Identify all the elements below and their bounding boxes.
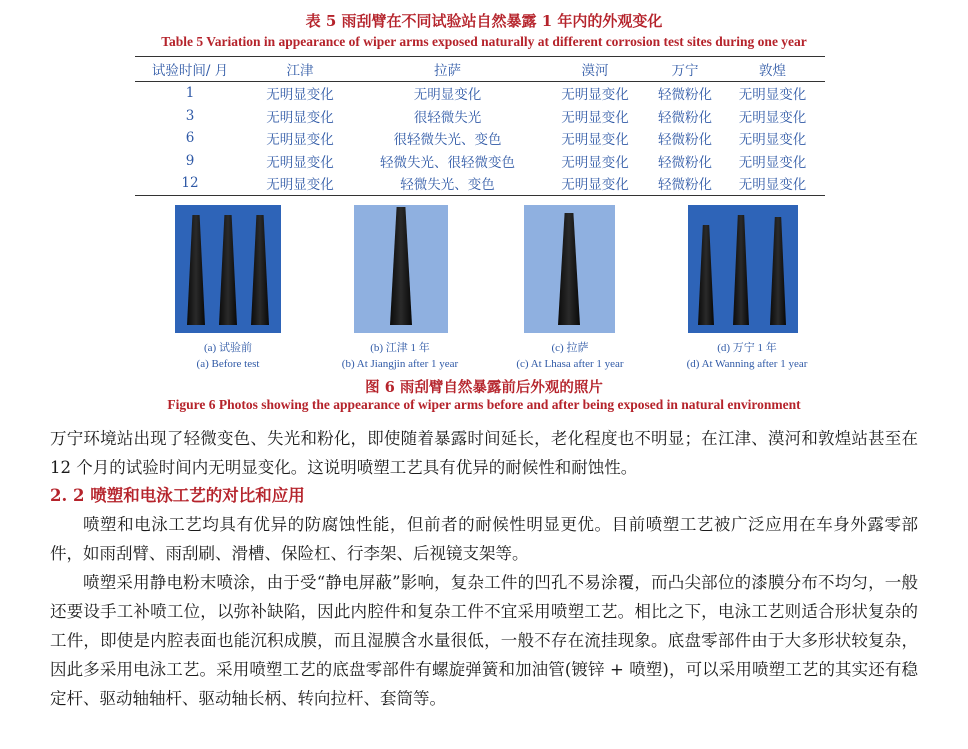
header-cell: 敦煌 (720, 57, 825, 82)
table-cell: 很轻微失光、变色 (393, 132, 502, 149)
caption-d-en: (d) At Wanning after 1 year (686, 358, 808, 370)
header-cell: 万宁 (650, 57, 720, 82)
table-cell: 无明显变化 (266, 109, 334, 126)
table-cell: 6 (185, 130, 195, 147)
paragraph-2: 喷塑和电泳工艺均具有优异的防腐蚀性能，但前者的耐候性明显更优。目前喷塑工艺被广泛应用在车身外露零部件，如雨刮臂、雨刮刷、滑槽、保险杠、行李架、后视镜支架等。 (50, 515, 918, 563)
photo-wanning (688, 205, 798, 333)
table-cell: 无明显变化 (540, 172, 650, 195)
table-cell: 轻微粉化 (658, 132, 712, 149)
header-cell: 拉萨 (355, 57, 540, 82)
table-cell: 无明显变化 (738, 132, 807, 149)
table-cell: 无明显变化 (413, 87, 482, 104)
table-cell: 无明显变化 (266, 87, 334, 104)
table-title-english: Table 5 Variation in appearance of wiper arms exposed naturally at different corrosion test sites during one year (161, 34, 807, 49)
photo-jiangjin (354, 205, 448, 333)
caption-c-cn: (c) 拉萨 (551, 342, 589, 354)
table-cell: 轻微粉化 (650, 172, 720, 195)
table-cell: 3 (185, 107, 195, 124)
table-cell: 轻微粉化 (658, 109, 712, 126)
table-cell: 9 (185, 152, 195, 169)
paragraph-3: 喷塑采用静电粉末喷涂，由于受“静电屏蔽”影响，复杂工件的凹孔不易涂覆，而凸尖部位的漆膜分布不均匀，一般还要设手工补喷工位，以弥补缺陷，因此内腔件和复杂工件不宜采用喷塑工艺。相比之下，电泳工艺则适合形状复杂的工件，即使是内腔表面也能沉积成膜，而且湿膜含水量很低，一般不存在流挂现象。底盘零部件由于大多形状较复杂，因此多采用电泳工艺。采用喷塑工艺的底盘零部件有螺旋弹簧和加油管(镀锌 + 喷塑)，可以采用喷塑工艺的其实还有稳定杆、驱动轴轴杆、驱动轴长柄、转向拉杆、套筒等。 (50, 573, 918, 708)
table-cell: 无明显变化 (720, 172, 825, 195)
table-cell: 无明显变化 (738, 87, 807, 104)
table-cell: 很轻微失光 (413, 109, 482, 126)
table-cell: 无明显变化 (266, 154, 334, 171)
table-row (135, 82, 825, 105)
caption-b-cn: (b) 江津 1 年 (370, 342, 430, 354)
caption-c-en: (c) At Lhasa after 1 year (516, 358, 624, 370)
caption-a-en: (a) Before test (196, 358, 260, 370)
table-cell: 无明显变化 (561, 154, 629, 171)
table-row (135, 105, 825, 128)
table-cell: 1 (185, 85, 195, 102)
table-cell: 轻微失光、变色 (355, 172, 540, 195)
table-cell: 无明显变化 (738, 154, 807, 171)
table-row (135, 150, 825, 173)
photo-lhasa (524, 205, 615, 333)
table-cell: 无明显变化 (561, 109, 629, 126)
header-cell: 漠河 (540, 57, 650, 82)
figure-title: 图 6 雨刮臂自然暴露前后外观的照片 (365, 379, 603, 396)
header-cell: 江津 (245, 57, 355, 82)
table-cell: 无明显变化 (266, 132, 334, 149)
caption-b-en: (b) At Jiangjin after 1 year (341, 358, 459, 370)
table-cell: 无明显变化 (561, 87, 629, 104)
table-title: 表 5 雨刮臂在不同试验站自然暴露 1 年内的外观变化 (305, 12, 663, 30)
figure-title-english: Figure 6 Photos showing the appearance of wiper arms before and after being exposed in natural environment (167, 397, 801, 412)
table-cell: 无明显变化 (245, 172, 355, 195)
table-cell: 轻微失光、很轻微变色 (380, 154, 515, 171)
table-cell: 轻微粉化 (658, 154, 712, 171)
appearance-table (135, 56, 825, 196)
paragraph-1: 万宁环境站出现了轻微变色、失光和粉化，即使随着暴露时间延长，老化程度也不明显；在江津、漠河和敦煌站甚至在 12 个月的试验时间内无明显变化。这说明喷塑工艺具有优异的耐候性和耐蚀性。 (50, 429, 918, 477)
table-cell: 12 (135, 172, 245, 195)
header-cell: 试验时间/ 月 (135, 57, 245, 82)
caption-a-cn: (a) 试验前 (204, 342, 252, 354)
table-row (135, 127, 825, 150)
table-header-row (135, 57, 825, 82)
table-cell: 无明显变化 (561, 132, 629, 149)
table-cell: 无明显变化 (738, 109, 807, 126)
photo-before-test (175, 205, 281, 333)
section-heading: 2. 2 喷塑和电泳工艺的对比和应用 (50, 486, 305, 505)
caption-d-cn: (d) 万宁 1 年 (717, 342, 777, 354)
table-cell: 轻微粉化 (658, 87, 712, 104)
table-row (135, 172, 825, 195)
